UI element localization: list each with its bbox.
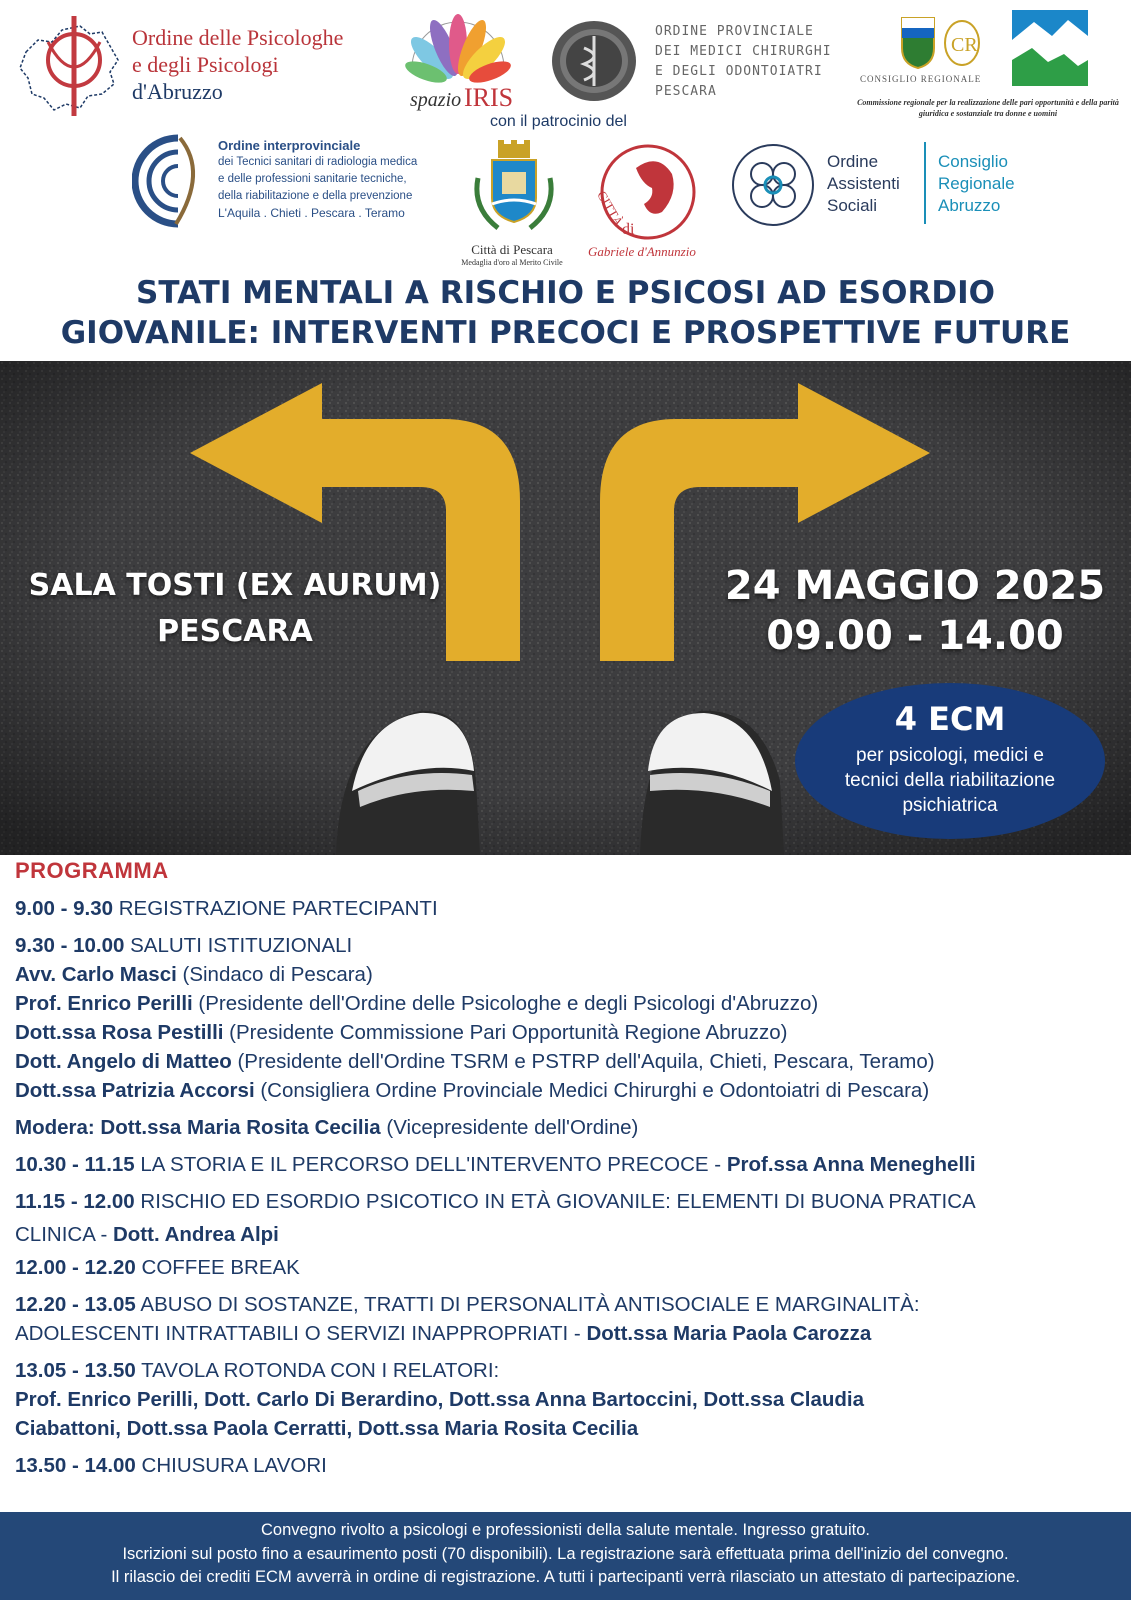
speaker-role: (Presidente dell'Ordine delle Psicologhe e degli Psicologi d'Abruzzo) (192, 992, 819, 1015)
consiglio-regionale-caption: CONSIGLIO REGIONALE (860, 74, 982, 84)
medici-line4: PESCARA (655, 84, 717, 99)
ordine-psicologi-line1: Ordine delle Psicologhe (132, 25, 344, 50)
program-item-registration (15, 894, 1120, 923)
session-title: ADOLESCENTI INTRATTABILI O SERVIZI INAPPROPRIATI - (15, 1322, 587, 1345)
program-item-tavola (15, 1356, 1120, 1385)
session-speaker: Prof.ssa Anna Meneghelli (726, 1153, 976, 1176)
tsrm-line3: e delle professioni sanitarie tecniche, (218, 173, 407, 185)
speaker-row (15, 960, 1120, 989)
tsrm-arc-icon (132, 132, 212, 230)
pescara-coat-of-arms-icon (468, 138, 560, 236)
medici-line1: ORDINE PROVINCIALE (655, 24, 814, 39)
event-time: 09.00 - 14.00 (766, 613, 1064, 659)
time-slot: 13.50 - 14.00 (15, 1454, 136, 1477)
ecm-badge (795, 683, 1105, 839)
ecm-line1: per psicologi, medici e (856, 745, 1044, 766)
speaker-role: (Presidente dell'Ordine TSRM e PSTRP dell'Aquila, Chieti, Pescara, Teramo) (231, 1050, 935, 1073)
assistenti-sociali-text (827, 151, 900, 217)
speaker-row (15, 1047, 1120, 1076)
speaker-row (15, 989, 1120, 1018)
speaker-role: (Consigliera Ordine Provinciale Medici Chirurghi e Odontoiatri di Pescara) (254, 1079, 930, 1102)
roundtable-speakers-line1: Prof. Enrico Perilli, Dott. Carlo Di Berardino, Dott.ssa Anna Bartoccini, Dott.ssa Claudia (15, 1388, 864, 1411)
tsrm-line1: Ordine interprovinciale (218, 138, 361, 153)
ordine-medici-text (655, 22, 832, 102)
footer-line1: Convegno rivolto a psicologi e professionisti della salute mentale. Ingresso gratuito. (260, 1521, 870, 1539)
speaker-role: (Sindaco di Pescara) (176, 963, 373, 986)
program-item-abuso-cont (15, 1319, 1120, 1348)
speaker-row (15, 1018, 1120, 1047)
venue-name: SALA TOSTI (EX AURUM) (28, 568, 442, 603)
venue-block (20, 563, 450, 655)
program-item-storia (15, 1150, 1120, 1179)
patrocinio-label: con il patrocinio del (490, 113, 627, 130)
program-heading: PROGRAMMA (15, 858, 169, 883)
ecm-credits: 4 ECM (894, 700, 1006, 738)
speaker-name: Prof. Enrico Perilli (15, 992, 193, 1015)
date-block (705, 561, 1125, 661)
citta-word: CITTÀ (594, 188, 627, 229)
program-item-coffee (15, 1253, 1120, 1282)
medici-seal-icon (548, 18, 640, 104)
abruzzo-map-icon (18, 12, 128, 120)
cra-line3: Abruzzo (938, 196, 1001, 215)
session-title: REGISTRAZIONE PARTECIPANTI (113, 897, 438, 920)
tsrm-text (218, 137, 438, 222)
dannunzio-signature: Gabriele d'Annunzio (588, 244, 696, 259)
session-title: CHIUSURA LAVORI (135, 1454, 327, 1477)
ordine-psicologi-text (132, 24, 343, 105)
commissione-pari-opportunita: Commissione regionale per la realizzazione delle pari opportunità e della parità giuridica e sostanziale tra donne e uomini (857, 98, 1119, 118)
session-speaker: Dott.ssa Maria Paola Carozza (586, 1322, 872, 1345)
moderator-row (15, 1113, 1120, 1142)
abruzzo-region-logo-icon (1012, 10, 1088, 86)
session-title: COFFEE BREAK (135, 1256, 300, 1279)
roundtable-speakers-line2: Ciabattoni, Dott.ssa Paola Cerratti, Dott.ssa Maria Rosita Cecilia (15, 1417, 639, 1440)
time-slot: 11.15 - 12.00 (15, 1190, 135, 1213)
time-slot: 9.00 - 9.30 (15, 897, 114, 920)
program-item-abuso (15, 1290, 1120, 1319)
session-title: ABUSO DI SOSTANZE, TRATTI DI PERSONALITÀ ANTISOCIALE E MARGINALITÀ: (135, 1293, 920, 1316)
time-slot: 10.30 - 11.15 (15, 1153, 135, 1176)
session-title: RISCHIO ED ESORDIO PSICOTICO IN ETÀ GIOVANILE: ELEMENTI DI BUONA PRATICA (134, 1190, 976, 1213)
medici-line3: E DEGLI ODONTOIATRI (655, 64, 823, 79)
footer-info (0, 1512, 1131, 1600)
event-date: 24 MAGGIO 2025 (724, 563, 1106, 609)
tsrm-line5: L'Aquila . Chieti . Pescara . Teramo (218, 206, 405, 220)
session-title: LA STORIA E IL PERCORSO DELL'INTERVENTO PRECOCE - (134, 1153, 727, 1176)
spazio-word: spazio (410, 89, 462, 111)
time-slot: 13.05 - 13.50 (15, 1359, 136, 1382)
iris-flower-icon (392, 8, 524, 114)
ordine-psicologi-line2: e degli Psicologi (132, 52, 279, 77)
speaker-row (15, 1076, 1120, 1105)
di-word: di (622, 221, 635, 238)
footer-line3: Il rilascio dei crediti ECM avverrà in ordine di registrazione. A tutti i partecipanti verrà rilasciato un attestato di partecipazione. (111, 1568, 1020, 1586)
event-title-line1: STATI MENTALI A RISCHIO E PSICOSI AD ESORDIO (136, 275, 995, 311)
event-title-line2: GIOVANILE: INTERVENTI PRECOCI E PROSPETTIVE FUTURE (60, 315, 1071, 351)
session-speaker: Dott. Andrea Alpi (112, 1223, 279, 1246)
oas-line3: Sociali (827, 196, 878, 215)
time-slot: 12.20 - 13.05 (15, 1293, 136, 1316)
knot-circle-icon (730, 142, 816, 228)
program-item-saluti (15, 931, 1120, 960)
venue-city: PESCARA (157, 614, 313, 649)
cr-monogram-icon (942, 18, 982, 68)
speaker-name: Avv. Carlo Masci (15, 963, 177, 986)
citta-pescara-line2: Medaglia d'oro al Merito Civile (461, 258, 563, 267)
consiglio-regionale-abruzzo-text (938, 151, 1015, 217)
citta-pescara-caption (446, 242, 578, 267)
oas-line1: Ordine (827, 152, 879, 171)
cra-line2: Regionale (938, 174, 1015, 193)
oas-line2: Assistenti (827, 174, 900, 193)
iris-word: IRIS (464, 83, 514, 112)
program-item-rischio (15, 1187, 1120, 1216)
program-section (15, 858, 1120, 1480)
abruzzo-crest-icon (898, 12, 938, 70)
cra-line1: Consiglio (938, 152, 1008, 171)
svg-text:CR: CR (951, 34, 978, 56)
ordine-psicologi-line3: d'Abruzzo (132, 79, 223, 104)
dannunzio-portrait-icon (588, 138, 718, 266)
oas-divider (924, 142, 926, 224)
speaker-name: Dott.ssa Rosa Pestilli (15, 1021, 224, 1044)
session-title: CLINICA - (15, 1223, 113, 1246)
tsrm-line2: dei Tecnici sanitari di radiologia medica (218, 156, 418, 168)
time-slot: 12.00 - 12.20 (15, 1256, 136, 1279)
ecm-line2: tecnici della riabilitazione (844, 770, 1056, 791)
tsrm-line4: della riabilitazione e della prevenzione (218, 190, 413, 202)
time-slot: 9.30 - 10.00 (15, 934, 125, 957)
ecm-audience (795, 743, 1105, 818)
medici-line2: DEI MEDICI CHIRURGHI (655, 44, 832, 59)
session-title: SALUTI ISTITUZIONALI (124, 934, 353, 957)
moderator-role: (Vicepresidente dell'Ordine) (380, 1116, 639, 1139)
speaker-name: Dott. Angelo di Matteo (15, 1050, 232, 1073)
moderator-name: Modera: Dott.ssa Maria Rosita Cecilia (15, 1116, 381, 1139)
program-item-chiusura (15, 1451, 1120, 1480)
speaker-role: (Presidente Commissione Pari Opportunità Regione Abruzzo) (223, 1021, 788, 1044)
citta-pescara-line1: Città di Pescara (471, 242, 553, 257)
ecm-line3: psichiatrica (902, 795, 998, 816)
footer-line2: Iscrizioni sul posto fino a esaurimento posti (70 disponibili). La registrazione sarà effettuata prima dell'inizio del convegno. (122, 1544, 1009, 1563)
speaker-name: Dott.ssa Patrizia Accorsi (15, 1079, 255, 1102)
session-title: TAVOLA ROTONDA CON I RELATORI: (135, 1359, 500, 1382)
program-item-rischio-cont (15, 1220, 1120, 1249)
